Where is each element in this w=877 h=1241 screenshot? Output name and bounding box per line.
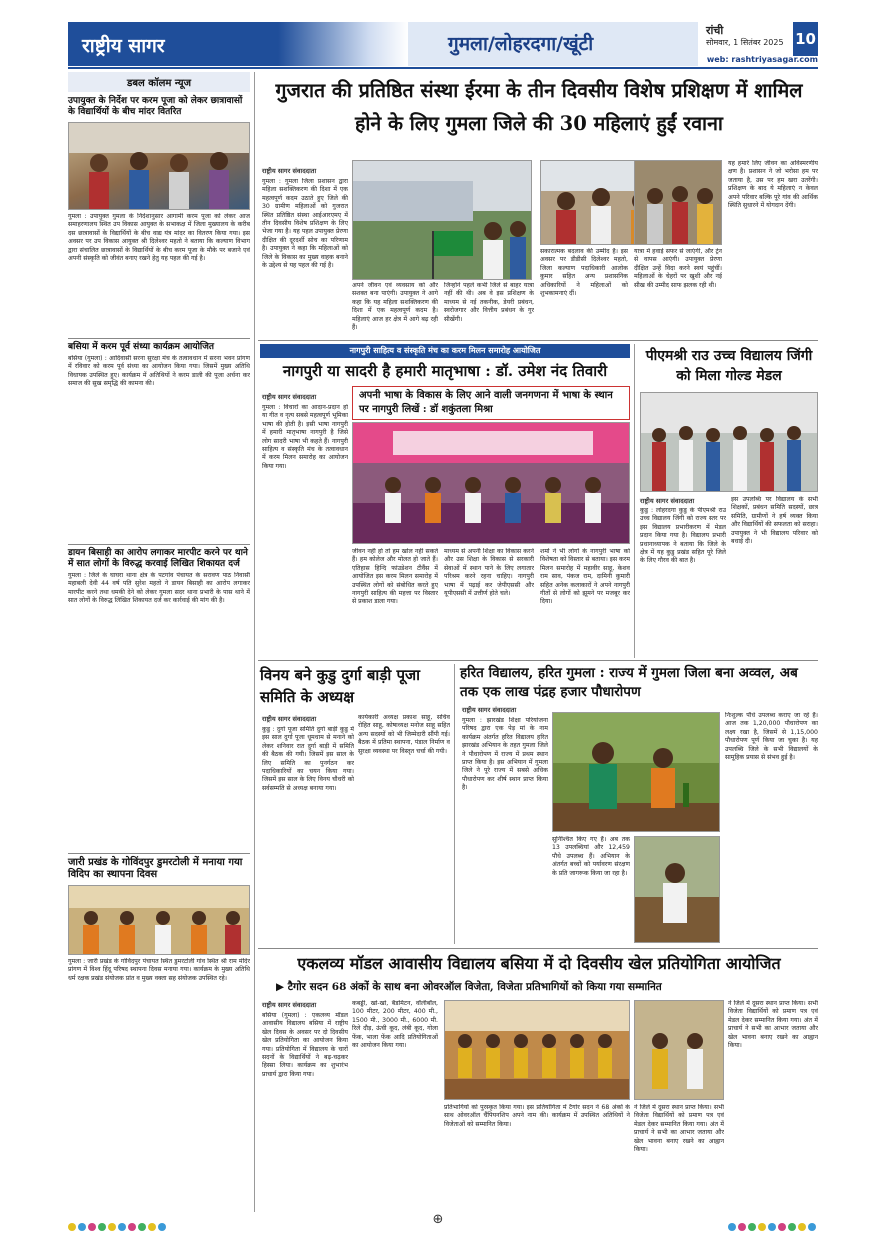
- lead-photo-flag: [352, 160, 532, 280]
- story4-photo-art: [69, 886, 250, 955]
- city: रांची: [706, 24, 724, 37]
- story2-body: बसिया (गुमला) : आदिवासी सरना सुरक्षा मंच के तत्वावधान में सरना भवन प्रांगण में रविवार को करम पूर्व संध्या का आयोजन किया गया। जिसमें मुख्य अतिथि विधायक उपस्थित हुए। कार्यक्रम में अतिथियों ने करम डाली की पूजा अर्चना कर समाज की सुख समृद्धि की कामना की।: [68, 355, 250, 388]
- durga-body: कुडु : दुर्गा पूजा समिति दुर्गा बाड़ी कुडु में इस साल दुर्गा पूजा धूमधाम से मनाने को लेकर शनिवार रात दुर्गा बाड़ी में समिति की बैठक की गयी। जिसमें इस साल के लिए समिति का पुनर्गठन कर पदाधिकारियों का चयन किया गया। जिसमें इस साल के लिए विनय चौधरी को सर्वसम्मति से अध्यक्ष बनाया गया।: [262, 726, 354, 792]
- eklavya-body-4: ने जिले में दूसरा स्थान प्राप्त किया। सभी विजेता विद्यार्थियों को प्रमाण पत्र एवं मेडल देकर सम्मानित किया गया। अंत में प्राचार्य ने सभी का आभार जताया और खेल भावना बनाए रखने का आह्वान किया।: [634, 1104, 724, 1154]
- jingi-byline: राष्ट्रीय सागर संवाददाता: [640, 497, 695, 505]
- lead-body-3: जिन्होंने पहले कभी जिले से बाहर यात्रा नहीं की थी। अब वे इस प्रशिक्षण के माध्यम से नई तकनीक, डेयरी प्रबंधन, स्वरोजगार और वित्तीय प्रबंधन के गुर सीखेंगी।: [444, 282, 534, 323]
- page-number: 10: [793, 22, 818, 56]
- eklavya-photo-art: [445, 1001, 630, 1100]
- story2-headline: बसिया में करम पूर्व संध्या कार्यक्रम आयोजित: [68, 342, 215, 352]
- jingi-body-2: इस उपलब्धि पर विद्यालय के सभी शिक्षकों, प्रबंधन समिति सदस्यों, छात्र समिति, ग्रामीणों ने हर्ष व्यक्त किया और विद्यार्थियों की सफलता को सराहा। उपायुक्त ने भी विद्यालय परिवार को बधाई दी।: [731, 496, 818, 546]
- masthead-rule: [68, 67, 818, 69]
- lead-body-6: यह हमारे लिए जीवन का अविस्मरणीय क्षण है। प्रशासन ने जो भरोसा हम पर जताया है, उस पर हम खरा उतरेंगी। प्रशिक्षण के बाद ये महिलाएं न केवल अपने परिवार बल्कि पूरे गांव की आर्थिक स्थिति सुधारने में योगदान देंगी।: [728, 160, 818, 210]
- durga-body-2: कार्यकारी अध्यक्ष प्रकाश साहू, सचिव रोहित साहू, कोषाध्यक्ष मनोज साहू सहित अन्य सदस्यों को भी जिम्मेदारी सौंपी गई। बैठक में प्रतिमा स्थापना, पंडाल निर्माण व सुरक्षा व्यवस्था पर विस्तृत चर्चा की गयी।: [358, 714, 450, 755]
- dateline: [698, 25, 793, 48]
- nagpuri-body-4: शर्मा ने भी लोगों के नागपुरी भाषा को विशेषता को विस्तार से बताया। इस करम मिलन समारोह में महावीर साहू, केशव राम साव, पंकज राम, दामिनी कुमारी सहित अनेक कलाकारों ने अपने नागपुरी गीतों से लोगों को झूमने पर मजबूर कर दिया।: [540, 548, 630, 606]
- durga-headline: विनय बने कुडु दुर्गा बाड़ी पूजा समिति के अध्यक्ष: [260, 666, 420, 706]
- eklavya-photo: [444, 1000, 630, 1100]
- story1-photo: [68, 122, 250, 210]
- date: सोमवार, 1 सितंबर 2025: [706, 38, 784, 47]
- green-headline: हरित विद्यालय, हरित गुमला : राज्य में गुमला जिला बना अव्वल, अब तक एक लाख पंद्रह हजार पौधारोपण: [460, 665, 798, 700]
- story4-body: गुमला : जारी प्रखंड के गोविंदपुर पंचायत स्थित डुमरटोली गांव स्थित श्री राम मंदिर प्रांगण में विश्व हिंदू परिषद स्थापना दिवस मनाया गया। कार्यक्रम के मुख्य अतिथि धर्म रक्षक प्रखंड संयोजक प्रांत व मुख्य वक्ता सह संयोजक उपस्थित रहे।: [68, 958, 250, 982]
- lead-photo-flag-art: [353, 161, 532, 280]
- nagpuri-body-2: जीवन नहीं हो तो हम खोल नहीं सकते हैं। हम कोलेज और मोलत हो जाते हैं। एतिहास हिन्दि फांउडेशन टीवैंस में आयोजित इस करम मिलन समारोह में उपस्थित लोगों को संबोधित करते हुए नागपुरी साहित्य की महत्ता पर विस्तार से प्रकाश डाला गया।: [352, 548, 438, 606]
- nagpuri-byline: राष्ट्रीय सागर संवाददाता: [262, 393, 317, 401]
- divider: [68, 853, 250, 854]
- story4-photo: [68, 885, 250, 955]
- divider: [68, 544, 250, 545]
- green-body-3: निःशुल्क पौधे उपलब्ध कराए जा रहे हैं। आज तक 1,20,000 पौधारोपण का लक्ष्य रखा है, जिसमें से 1,15,000 पौधारोपण पूर्ण किया जा चुका है। यह उपलब्धि जिले के सभी विद्यालयों के सामूहिक प्रयास से संभव हुई है।: [725, 712, 818, 762]
- section-label: डबल कॉलम न्यूज: [68, 72, 250, 92]
- eklavya-body: बसिया (गुमला) : एकलव्य मॉडल आवासीय विद्यालय बसिया में राष्ट्रीय खेल दिवस के अवसर पर दो दिवसीय खेल प्रतियोगिता का आयोजन किया गया। प्रतियोगिता में विद्यालय के चारों सदनों के विद्यार्थियों ने बढ़-चढ़कर हिस्सा लिया। कार्यक्रम का शुभारंभ प्राचार्य द्वारा किया गया।: [262, 1012, 348, 1078]
- story1-photo-art: [69, 123, 250, 210]
- nagpuri-photo-art: [353, 423, 630, 544]
- nagpuri-photo: [352, 422, 630, 544]
- green-photo-2: [634, 836, 720, 943]
- nagpuri-body: गुमला : विचारों का आदान-प्रदान हो या गीत व नृत्य सबसे महत्वपूर्ण भूमिका भाषा की होती है। इसी भाषा नागपुरी में हमारी मातृभाषा नागपुरी है जिसे लोग सादरी भाषा भी कहते हैं। नागपुरी साहित्य व संस्कृति मंच के तत्वावधान में करम मिलन समारोह का आयोजन किया गया।: [262, 404, 348, 470]
- jingi-photo: [640, 392, 818, 492]
- jingi-body: कुडु : लोहरदगा कुडु के पीएमश्री राउ उच्च विद्यालय जिंगी को राज्य स्तर पर इस विद्यालय प्रभारीकरण में मेडल प्रदान किया गया है। विद्यालय प्रभारी प्रधानाध्यापक ने बताया कि जिले के क्षेत्र में यह कुडु प्रखंड सहित पूरे जिले के लिए गौरव की बात है।: [640, 507, 726, 565]
- green-photo-2-art: [635, 837, 720, 943]
- footer-dots-left: [68, 1216, 318, 1226]
- story3-body: गुमला : जिले के घाघरा थाना क्षेत्र के पटगांव पंचायत के सरावण पाठ निवासी महाबली देवी 44 वर्ष पति सुरेश महतो ने डायन बिसाही का आरोप लगाकर मारपीट करने तथा धमकी देने को लेकर गुमला सदर थाना प्रभारी के पास थाने में सात लोगों के विरुद्ध लिखित शिकायत दर्ज कर कार्रवाई की मांग की है।: [68, 572, 250, 605]
- green-body-2: सुनिश्चित किए गए हैं। अब तक 13 उपलब्धियां और 12,459 पौधे उपलब्ध हैं। अभियान के अंतर्गत बच्चों को पर्यावरण संरक्षण के प्रति जागरूक किया जा रहा है।: [552, 836, 630, 877]
- story1-headline: उपायुक्त के निर्देश पर करम पूजा को लेकर छात्रावासों के विद्यार्थियों के बीच मांदर वितरित: [68, 96, 243, 117]
- story4-headline: जारी प्रखंड के गोविंदपुर डुमरटोली में मनाया गया विदिप का स्थापना दिवस: [68, 857, 243, 880]
- eklavya-headline: एकलव्य मॉडल आवासीय विद्यालय बसिया में दो दिवसीय खेल प्रतियोगिता आयोजित: [297, 954, 781, 973]
- masthead-decoration: [278, 22, 408, 66]
- durga-byline: राष्ट्रीय सागर संवाददाता: [262, 715, 317, 723]
- left-column: [68, 72, 250, 1212]
- nagpuri-subheadline: अपनी भाषा के विकास के लिए आने वाली जनगणना में भाषा के स्थान पर नागपुरी लिखें : डॉ शकुंतला मिश्रा: [352, 386, 630, 420]
- eklavya-photo-2-art: [635, 1001, 724, 1100]
- eklavya-subheadline: [276, 979, 816, 995]
- eklavya-body-2: कबड्डी, खो-खो, बैडमिंटन, वॉलीबॉल, 100 मीटर, 200 मीटर, 400 मी., 1500 मी., 3000 मी., 6000 मी. रिले दौड़, ऊंची कूद, लंबी कूद, गोला फेंक, भाला फेंक आदि प्रतियोगिताओं का आयोजन किया गया।: [352, 1000, 438, 1050]
- green-byline: राष्ट्रीय सागर संवाददाता: [462, 706, 517, 714]
- lead-photo-group: [634, 160, 722, 245]
- column-rule: [254, 72, 255, 1212]
- lead-photo-group-art: [635, 161, 722, 245]
- section-title: गुमला/लोहरदगा/खूंटी: [408, 22, 698, 66]
- lead-body: गुमला : गुमला जिला प्रशासन द्वारा महिला सशक्तिकरण की दिशा में एक महत्वपूर्ण कदम उठाते हुए जिले की 30 ग्रामीण महिलाओं को गुजरात स्थित प्रतिष्ठित संस्था आईआरएमए में तीन दिवसीय विशेष प्रशिक्षण के लिए भेजा गया है। यह पहल उपायुक्त प्रेरणा दीक्षित की दूरदर्शी सोच का परिणाम है। उपायुक्त ने कहा कि महिलाओं को जिले के विकास का मुख्य वाहक बनाने के उद्देश्य से यह पहल की गई है।: [262, 178, 348, 270]
- eklavya-body-3: प्रतिभागियों को पुरस्कृत किया गया। इस प्रतियोगिता में टैगोर सदन ने 68 अंकों के साथ ओवरऑल चैंपियनशिप अपने नाम की। कार्यक्रम में उपस्थित अतिथियों ने विजेताओं को सम्मानित किया।: [444, 1104, 630, 1128]
- nagpuri-kicker: नागपुरी साहित्य व संस्कृति मंच का करम मिलन समारोह आयोजित: [260, 344, 630, 358]
- divider: [258, 660, 818, 661]
- lead-body-2: अपने जीवन एवं व्यवसाय को और सशक्त बना पाएंगी। उपायुक्त ने आगे कहा कि यह महिला सशक्तिकरण की दिशा में एक महत्वपूर्ण कदम है। महिलाएं आज हर क्षेत्र में आगे बढ़ रही हैं।: [352, 282, 438, 332]
- jingi-headline: पीएमश्री राउ उच्च विद्यालय जिंगी को मिला गोल्ड मेडल: [645, 348, 813, 384]
- story1-body: गुमला : उपायुक्त गुमला के निर्देशानुसार आगामी करम पूजा को लेकर आज समाहरणालय स्थित उप विकास आयुक्त के सभाकक्ष में जिला मुख्यालय के करीब दस छात्रावासों के विद्यार्थियों के बीच वाद्य यंत्र मांदर का वितरण किया गया। इस अवसर पर उप विकास आयुक्त श्री दिलेश्वर महतो ने बताया कि कल्याण विभाग द्वारा संचालित छात्रावासों के विद्यार्थियों के बीच करम पूजा के मौके पर बजाने एवं अपनी संस्कृति को जीवंत बनाए रखने हेतु यह पहल की गई है।: [68, 213, 250, 263]
- website: web: rashtriyasagar.com: [706, 55, 818, 64]
- divider: [258, 340, 818, 341]
- masthead: [68, 22, 818, 66]
- green-photo-art: [553, 713, 720, 832]
- lead-body-4: सकारात्मक बदलाव की उम्मीद है। इस अवसर पर डीडीसी दिलेश्वर महतो, जिला कल्याण पदाधिकारी आलोक कुमार सहित अन्य प्रशासनिक अधिकारियों ने महिलाओं को शुभकामनाएं दीं।: [540, 248, 628, 298]
- lead-headline: गुजरात की प्रतिष्ठित संस्था ईरमा के तीन दिवसीय विशेष प्रशिक्षण में शामिल होने के लिए गुमला जिले की 30 महिलाएं हुईं रवाना: [275, 79, 803, 135]
- green-body: गुमला : झारखंड शिक्षा परियोजना परिषद द्वारा एक पेड़ मां के नाम कार्यक्रम अंतर्गत हरित विद्यालय हरित झारखंड अभियान के तहत गुमला जिले ने पौधारोपण में राज्य में प्रथम स्थान प्राप्त किया है। इस अभियान में गुमला जिले ने पूरे राज्य में सबसे अधिक पौधारोपण कर शीर्ष स्थान प्राप्त किया है।: [462, 717, 548, 792]
- column-rule: [454, 664, 455, 944]
- footer-dots-right: [600, 1216, 818, 1226]
- lead-byline: राष्ट्रीय सागर संवाददाता: [262, 167, 317, 175]
- green-photo: [552, 712, 720, 832]
- eklavya-byline: राष्ट्रीय सागर संवाददाता: [262, 1001, 317, 1009]
- nagpuri-headline: नागपुरी या सादरी है हमारी मातृभाषा : डॉ. उमेश नंद तिवारी: [282, 362, 608, 380]
- eklavya-photo-2: [634, 1000, 724, 1100]
- paper-name: राष्ट्रीय सागर: [68, 22, 278, 66]
- lead-body-5: यात्रा में हवाई सफर से जाएंगी, और ट्रेन से वापस आएंगी। उपायुक्त प्रेरणा दीक्षित उन्हें विदा करने स्वयं पहुंचीं। महिलाओं के चेहरों पर खुशी और नई सीख की उम्मीद साफ झलक रही थी।: [634, 248, 722, 289]
- divider: [258, 948, 818, 949]
- jingi-photo-art: [641, 393, 818, 492]
- divider: [68, 338, 250, 339]
- eklavya-subheadline-text: टैगोर सदन 68 अंकों के साथ बना ओवरऑल विजेता, विजेता प्रतिभागियों को किया गया सम्मानित: [287, 981, 662, 993]
- story3-headline: डायन बिसाही का आरोप लगाकर मारपीट करने पर थाने में सात लोगों के विरुद्ध करवाई लिखित शिकायत दर्ज: [68, 548, 248, 569]
- column-rule: [634, 344, 635, 658]
- triangle-icon: ▶: [276, 981, 288, 993]
- registration-mark-icon: ⊕: [432, 1212, 444, 1227]
- nagpuri-body-3: माध्यम से अपनी शिक्षा का विकास करने और उस शिक्षा के विकास से सरकारी सेवाओं में स्थान पाने के लिए लगातार परिश्रम करने रहना चाहिए। नागपुरी भाषा में पढ़ाई कर जेपीएससी और यूपीएससी में उत्तीर्ण होते चले।: [444, 548, 534, 598]
- eklavya-body-5: ने जिले में दूसरा स्थान प्राप्त किया। सभी विजेता विद्यार्थियों को प्रमाण पत्र एवं मेडल देकर सम्मानित किया गया। अंत में प्राचार्य ने सभी का आभार जताया और खेल भावना बनाए रखने का आह्वान किया।: [728, 1000, 818, 1050]
